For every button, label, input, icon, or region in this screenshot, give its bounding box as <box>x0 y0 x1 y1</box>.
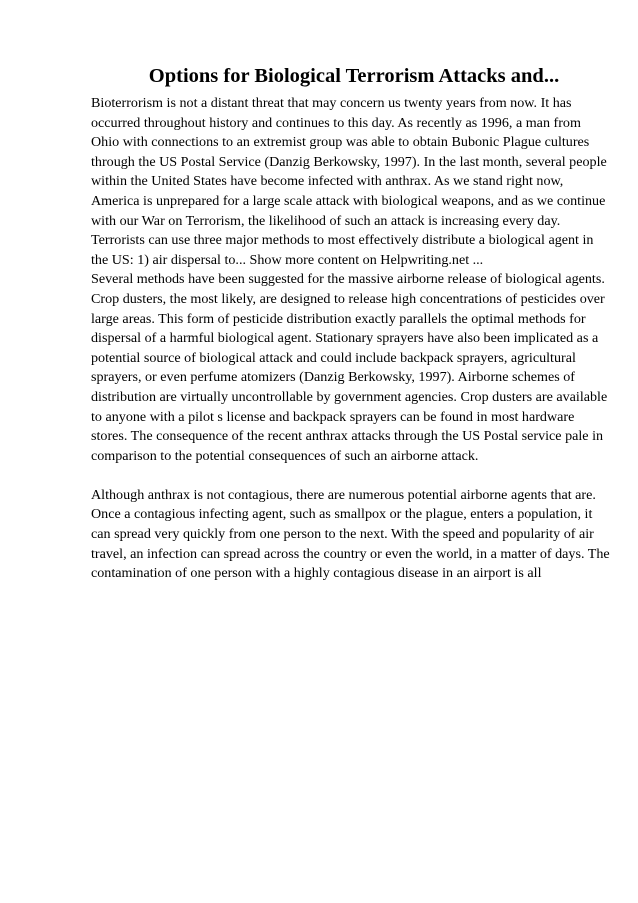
paragraph-airborne-methods: Several methods have been suggested for the massive airborne release of biological agents. Crop dusters, the most likely, are designed to release high concentrations of pesticides over large areas. This form of pesticide distribution exactly parallels the optimal methods for dispersal of a harmful biological agent. Stationary sprayers have also been implicated as a potential source of biological attack and could include backpack sprayers, agricultural sprayers, or even perfume atomizers (Danzig Berkowsky, 1997). Airborne schemes of distribution are virtually uncontrollable by government agencies. Crop dusters are available to anyone with a pilot s license and backpack sprayers can be found in most hardware stores. The consequence of the recent anthrax attacks through the US Postal service pale in comparison to the potential consequences of such an airborne attack. <box>91 271 608 464</box>
paragraph-contagious-agents: Although anthrax is not contagious, there are numerous potential airborne agents that are. Once a contagious infecting agent, such as smallpox or the plague, enters a population, it can spread very quickly from one person to the next. With the speed and popularity of air travel, an infection can spread across the country or even the world, in a matter of days. The contamination of one person with a highly contagious disease in an airport is all <box>91 486 610 582</box>
paragraph-intro: Bioterrorism is not a distant threat that may concern us twenty years from now. It has occurred throughout history and continues to this day. As recently as 1996, a man from Ohio with connections to an extremist group was able to obtain Bubonic Plague cultures through the US Postal Service (Danzig Berkowsky, 1997). In the last month, several people within the United States have become infected with anthrax. As we stand right now, America is unprepared for a large scale attack with biological weapons, and as we continue with our War on Terrorism, the likelihood of such an attack is increasing every day. Terrorists can use three major methods to most effectively distribute a biological agent in the US: 1) air dispersal to... Show more content on Helpwriting.net ... <box>91 95 607 268</box>
document-body <box>91 94 611 584</box>
document-title: Options for Biological Terrorism Attacks and... <box>148 65 560 87</box>
